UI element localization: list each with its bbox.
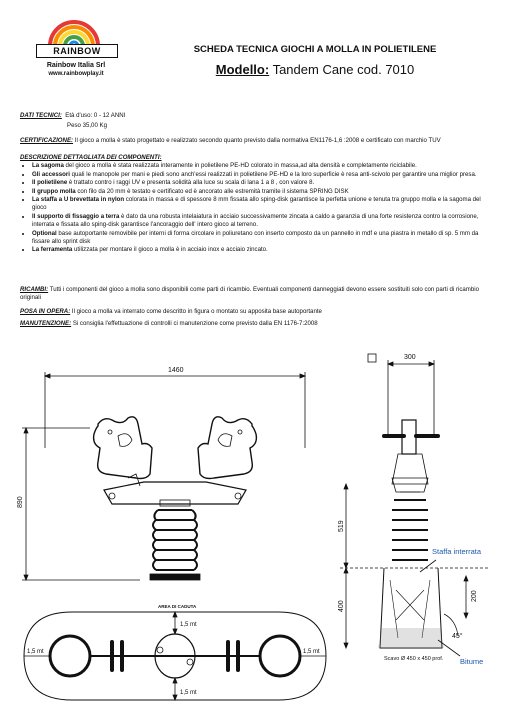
ricambi-label: RICAMBI: xyxy=(20,286,49,293)
list-item xyxy=(32,171,490,179)
item-text: colorata in massa e di spessore 8 mm fissata allo sping-disk garantisce la perfetta unione e tenuta tra gruppo molla e la sagoma del gioco xyxy=(32,196,481,212)
item-text: è dato da una robusta intelaiatura in acciaio successivamente zincata a caldo a garanzia di una forte resistenza contro la corrosione, interrata e fissata allo sping-disk garantisce l'ancoraggio dell' intero gioco al terreno. xyxy=(32,212,479,229)
item-bold: Optional xyxy=(32,229,57,237)
item-text: utilizzata per montare il gioco a molla è in acciaio inox e acciaio zincato. xyxy=(72,246,268,254)
dim-width-side: 300 xyxy=(404,354,416,361)
item-text: del gioco a molla è stata realizzata interamente in polietilene PE-HD colorato in massa,ad alta densità e completamente riciclabile. xyxy=(63,162,417,170)
clearance-top: 1,5 mt xyxy=(180,622,197,628)
posa-section xyxy=(20,308,490,316)
manutenzione-text: Si consiglia l'effettuazione di controlli ci manutenzione come previsto dalla EN 1176-7:2008 xyxy=(71,320,318,327)
dati-tecnici-label: DATI TECNICI: xyxy=(20,112,62,119)
dim-height-below: 400 xyxy=(338,600,345,612)
label-scavo: Scavo Ø 450 x 450 prof. xyxy=(384,656,444,662)
technical-drawing xyxy=(0,328,510,721)
logo-website: www.rainbowplay.it xyxy=(48,71,104,77)
posa-label: POSA IN OPERA: xyxy=(20,308,71,315)
item-bold: La ferramenta xyxy=(32,246,73,254)
item-text: è trattato contro i raggi UV e presenta solidità alla luce su scala di lana 1 a 8 , con valore 8. xyxy=(67,179,315,187)
manutenzione-label: MANUTENZIONE: xyxy=(20,320,72,327)
list-item xyxy=(32,162,490,170)
certificazione-text: Il gioco a molla è stato progettato e realizzato secondo quanto previsto dalla normativa EN1176-1,6 :2008 e certificato con marchio TUV xyxy=(74,137,441,144)
list-item xyxy=(32,179,490,187)
fall-area-plan xyxy=(24,612,326,700)
component-list xyxy=(20,162,490,254)
item-text: base autoportante removibile per interni di forma circolare in poliuretano con inserto composto da un pannello in mdf e una piastra in metallo di sp. 5 mm da fissare allo sprint disk xyxy=(32,229,479,246)
clearance-right: 1,5 mt xyxy=(303,649,320,655)
logo-brand: RAINBOW xyxy=(36,44,118,58)
age-range: Età d'uso: 0 - 12 ANNI xyxy=(65,112,126,119)
item-bold: Il supporto di fissaggio a terra xyxy=(32,212,120,220)
model-line xyxy=(150,62,480,77)
posa-text: Il gioco a molla va interrato come descritto in figura o montato su apposita base autoportante xyxy=(70,308,322,315)
clearance-bottom: 1,5 mt xyxy=(180,690,197,696)
descrizione-section xyxy=(20,154,490,255)
model-value: Tandem Cane cod. 7010 xyxy=(272,62,415,77)
item-bold: Gli accessori xyxy=(32,170,70,178)
list-item xyxy=(32,230,490,247)
item-bold: Il polietilene xyxy=(32,179,68,187)
item-bold: La sagoma xyxy=(32,162,64,170)
dati-tecnici-section xyxy=(20,112,490,131)
weight: Peso 35,00 Kg xyxy=(67,122,107,130)
side-view xyxy=(340,354,490,656)
certificazione-section xyxy=(20,137,490,145)
model-label: Modello: xyxy=(215,62,270,77)
ricambi-text: Tutti i componenti del gioco a molla sono disponibili come parti di ricambio. Eventuali componenti danneggiati devono essere sostituiti solo con parti di ricambio originali xyxy=(20,286,479,302)
ricambi-section xyxy=(20,286,490,303)
dim-depth: 200 xyxy=(471,590,478,602)
label-bitume: Bitume xyxy=(460,657,484,666)
item-bold: Il gruppo molla xyxy=(32,187,76,195)
list-item xyxy=(32,213,490,230)
clearance-left: 1,5 mt xyxy=(27,649,44,655)
dim-height-front: 890 xyxy=(17,496,24,508)
front-view xyxy=(22,372,305,580)
label-staffa: Staffa interrata xyxy=(432,547,482,556)
item-text: quali le manopole per mani e piedi sono anch'essi realizzati in polietilene PE-HD e la loro superficie è resa anti-scivolo per garantire una miglior presa. xyxy=(69,170,477,178)
rainbow-logo xyxy=(18,18,130,83)
logo-company: Rainbow Italia Srl xyxy=(46,62,106,69)
certificazione-label: CERTIFICAZIONE: xyxy=(20,137,74,144)
dim-width-front: 1460 xyxy=(168,367,184,374)
list-item xyxy=(32,196,490,213)
area-title: AREA DI CADUTA xyxy=(158,604,197,609)
item-bold: La staffa a U brevettata in nylon xyxy=(32,196,125,204)
dim-height-above: 519 xyxy=(338,520,345,532)
list-item xyxy=(32,188,490,196)
document-title: SCHEDA TECNICA GIOCHI A MOLLA IN POLIETILENE xyxy=(193,44,437,55)
list-item xyxy=(32,246,490,254)
descrizione-label: DESCRIZIONE DETTAGLIATA DEI COMPONENTI: xyxy=(20,154,162,161)
dim-angle: 45° xyxy=(452,633,463,640)
item-text: con filo da 20 mm è testato e certificato ed è ancorato alle estremità tramite il sistema SPRING DISK xyxy=(75,187,349,195)
